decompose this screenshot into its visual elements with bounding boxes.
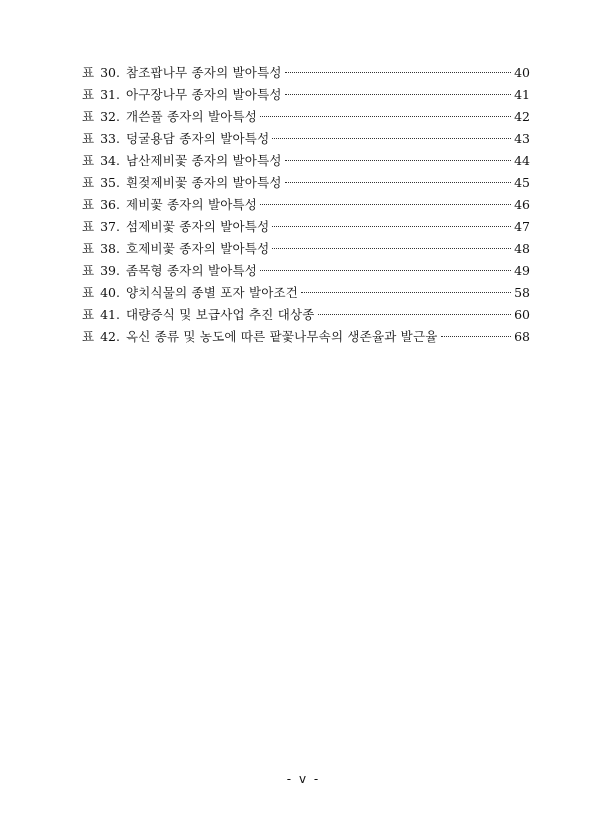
toc-entry[interactable]: [82, 128, 530, 150]
toc-title: 대량증식 및 보급사업 추진 대상종: [125, 307, 315, 322]
toc-title: 옥신 종류 및 농도에 따른 팥꽃나무속의 생존율과 발근율: [125, 329, 438, 344]
toc-entry[interactable]: [82, 194, 530, 216]
toc-page-number: 47: [514, 219, 530, 234]
dot-leader: [272, 248, 511, 249]
toc-number: 34.: [100, 153, 120, 168]
toc-page-number: 45: [514, 175, 530, 190]
toc-number: 32.: [100, 109, 120, 124]
toc-entry[interactable]: [82, 304, 530, 326]
dot-leader: [272, 226, 511, 227]
toc-title: 섬제비꽃 종자의 발아특성: [125, 219, 270, 234]
toc-entry[interactable]: [82, 106, 530, 128]
dot-leader: [260, 116, 511, 117]
toc-prefix: 표: [82, 65, 95, 80]
toc-prefix: 표: [82, 263, 95, 278]
toc-prefix: 표: [82, 219, 95, 234]
toc-entry[interactable]: [82, 172, 530, 194]
toc-number: 37.: [100, 219, 120, 234]
toc-page-number: 43: [514, 131, 530, 146]
toc-entry[interactable]: [82, 238, 530, 260]
toc-title: 호제비꽃 종자의 발아특성: [125, 241, 270, 256]
toc-page-number: 40: [514, 65, 530, 80]
toc-number: 36.: [100, 197, 120, 212]
toc-page-number: 41: [514, 87, 530, 102]
toc-page-number: 49: [514, 263, 530, 278]
toc-number: 41.: [100, 307, 120, 322]
dot-leader: [301, 292, 511, 293]
toc-prefix: 표: [82, 109, 95, 124]
toc-entry[interactable]: [82, 216, 530, 238]
toc-title: 덩굴용담 종자의 발아특성: [125, 131, 270, 146]
toc-number: 30.: [100, 65, 120, 80]
toc-page-number: 60: [514, 307, 530, 322]
toc-prefix: 표: [82, 307, 95, 322]
dot-leader: [272, 138, 511, 139]
dot-leader: [260, 270, 511, 271]
toc-number: 40.: [100, 285, 120, 300]
toc-page-number: 68: [514, 329, 530, 344]
page-footer-number: - v -: [286, 772, 321, 786]
toc-prefix: 표: [82, 241, 95, 256]
toc-entry[interactable]: [82, 260, 530, 282]
toc-title: 참조팝나무 종자의 발아특성: [125, 65, 282, 80]
toc-page-number: 48: [514, 241, 530, 256]
dot-leader: [260, 204, 511, 205]
toc-prefix: 표: [82, 285, 95, 300]
dot-leader: [441, 336, 512, 337]
dot-leader: [285, 94, 511, 95]
toc-page-number: 58: [514, 285, 530, 300]
toc-page-number: 44: [514, 153, 530, 168]
toc-title: 양치식물의 종별 포자 발아조건: [125, 285, 299, 300]
toc-number: 33.: [100, 131, 120, 146]
toc-number: 35.: [100, 175, 120, 190]
toc-prefix: 표: [82, 329, 95, 344]
toc-entry[interactable]: [82, 282, 530, 304]
toc-entry[interactable]: [82, 84, 530, 106]
toc-title: 남산제비꽃 종자의 발아특성: [125, 153, 282, 168]
toc-prefix: 표: [82, 175, 95, 190]
toc-entry[interactable]: [82, 326, 530, 348]
dot-leader: [285, 182, 511, 183]
toc-page-number: 42: [514, 109, 530, 124]
toc-title: 아구장나무 종자의 발아특성: [125, 87, 282, 102]
toc-number: 31.: [100, 87, 120, 102]
toc-prefix: 표: [82, 87, 95, 102]
toc-title: 제비꽃 종자의 발아특성: [125, 197, 258, 212]
toc-title: 좀목형 종자의 발아특성: [125, 263, 258, 278]
toc-prefix: 표: [82, 131, 95, 146]
dot-leader: [285, 72, 511, 73]
toc-prefix: 표: [82, 153, 95, 168]
toc-entry[interactable]: [82, 150, 530, 172]
dot-leader: [318, 314, 512, 315]
toc-title: 개쓴풀 종자의 발아특성: [125, 109, 258, 124]
toc-page-number: 46: [514, 197, 530, 212]
toc-number: 38.: [100, 241, 120, 256]
toc-number: 39.: [100, 263, 120, 278]
toc-prefix: 표: [82, 197, 95, 212]
dot-leader: [285, 160, 511, 161]
toc-title: 흰젖제비꽃 종자의 발아특성: [125, 175, 282, 190]
toc-number: 42.: [100, 329, 120, 344]
toc-entry[interactable]: [82, 62, 530, 84]
table-of-contents: [82, 62, 530, 348]
